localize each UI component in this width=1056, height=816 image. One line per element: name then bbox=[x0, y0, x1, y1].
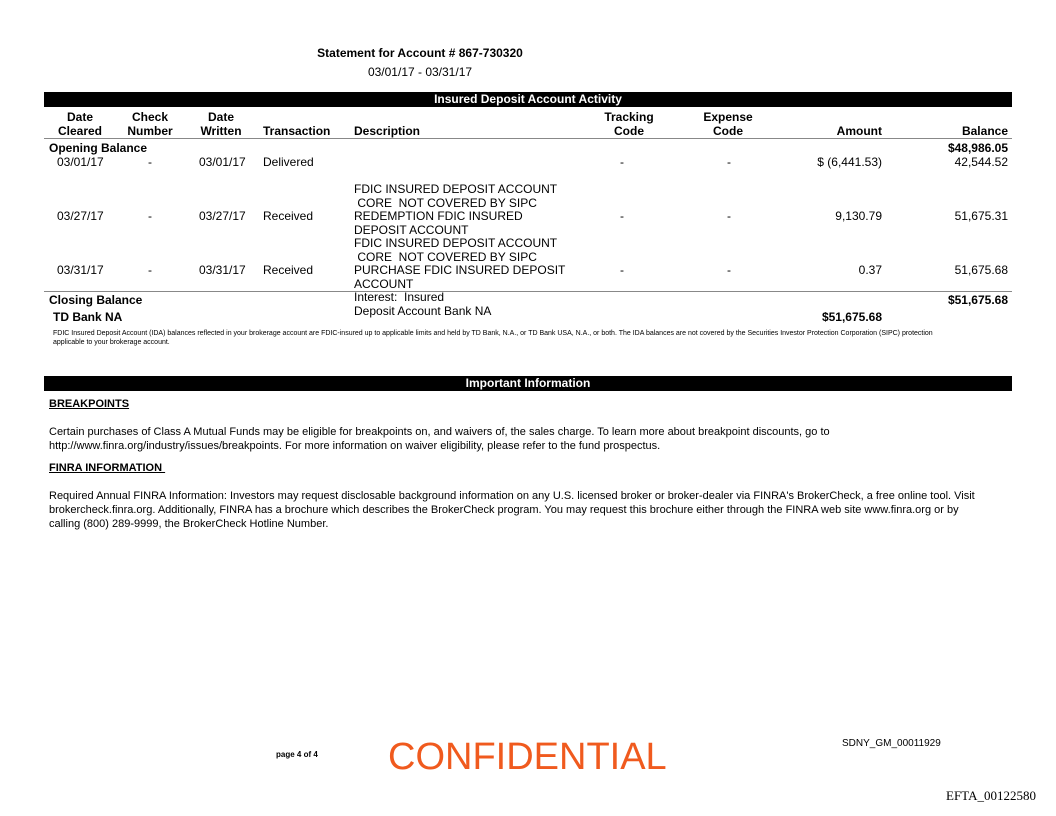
efta-id: EFTA_00122580 bbox=[946, 788, 1036, 803]
amount-cell: 0.37 bbox=[858, 263, 882, 277]
date-written-cell: 03/27/17 bbox=[199, 209, 246, 223]
statement-title: Statement for Account # 867-730320 bbox=[317, 46, 523, 60]
balance-cell: 51,675.68 bbox=[954, 263, 1008, 277]
tracking-code-cell: - bbox=[620, 263, 624, 277]
closing-balance-label: Closing Balance bbox=[49, 293, 143, 307]
finra-text: Required Annual FINRA Information: Investors may request disclosable background information on any U.S. licensed broker or broker-dealer via FINRA's BrokerCheck, a free online tool. Visit brokercheck.finra.org. Additionally, FINRA has a brochure which describes the BrokerCheck program. You may request this brochure either through the FINRA web site www.finra.org or by calling (800) 289-9999, the BrokerCheck Hotline Number. bbox=[49, 490, 975, 530]
page-number: page 4 of 4 bbox=[276, 750, 318, 759]
description-cell: Interest: Insured Deposit Account Bank NA bbox=[354, 290, 492, 318]
finra-heading: FINRA INFORMATION bbox=[49, 462, 166, 474]
header-transaction: Transaction bbox=[263, 124, 331, 138]
balance-cell: 51,675.31 bbox=[954, 209, 1008, 223]
check-number-cell: - bbox=[148, 155, 152, 169]
transaction-cell: Received bbox=[263, 263, 314, 277]
header-date-cleared: Date Cleared bbox=[57, 110, 103, 138]
breakpoints-text: Certain purchases of Class A Mutual Funds may be eligible for breakpoints on, and waivers of, the sales charge. To learn more about breakpoint discounts, go to http://www.finra.org/industry/issues/breakpoints. For more information on waiver eligibility, please refer to the fund prospectus. bbox=[49, 426, 830, 452]
transaction-cell: Received bbox=[263, 209, 314, 223]
amount-cell: $ (6,441.53) bbox=[817, 155, 882, 169]
opening-balance-label: Opening Balance bbox=[49, 141, 148, 155]
tracking-code-cell: - bbox=[620, 209, 624, 223]
description-cell: FDIC INSURED DEPOSIT ACCOUNT CORE NOT COVERED BY SIPC REDEMPTION FDIC INSURED DEPOSIT ACCOUNT bbox=[354, 182, 558, 237]
bank-name: TD Bank NA bbox=[53, 310, 123, 324]
header-description: Description bbox=[354, 124, 421, 138]
opening-balance-value: $48,986.05 bbox=[947, 141, 1008, 155]
expense-code-cell: - bbox=[727, 263, 731, 277]
statement-period: 03/01/17 - 03/31/17 bbox=[367, 65, 473, 79]
date-cleared-cell: 03/01/17 bbox=[57, 155, 104, 169]
important-section-bar: Important Information bbox=[44, 376, 1012, 391]
check-number-cell: - bbox=[148, 209, 152, 223]
expense-code-cell: - bbox=[727, 155, 731, 169]
ida-footnote: FDIC Insured Deposit Account (IDA) balances reflected in your brokerage account are FDIC-insured up to applicable limits and held by TD Bank, N.A., or TD Bank USA, N.A., or both. The IDA balances are not covered by the Securities Investor Protection Corporation (SIPC) protection applicable to your brokerage account. bbox=[53, 330, 933, 346]
amount-cell: 9,130.79 bbox=[835, 209, 882, 223]
header-date-written: Date Written bbox=[200, 110, 242, 138]
header-rule bbox=[44, 138, 1012, 139]
document-id: SDNY_GM_00011929 bbox=[842, 738, 941, 749]
check-number-cell: - bbox=[148, 263, 152, 277]
transaction-cell: Delivered bbox=[263, 155, 314, 169]
header-tracking-code: Tracking Code bbox=[604, 110, 654, 138]
header-check-number: Check Number bbox=[127, 110, 173, 138]
description-cell: FDIC INSURED DEPOSIT ACCOUNT CORE NOT COVERED BY SIPC PURCHASE FDIC INSURED DEPOSIT ACCOUNT bbox=[354, 236, 566, 291]
closing-rule bbox=[44, 291, 1012, 292]
header-expense-code: Expense Code bbox=[703, 110, 753, 138]
balance-cell: 42,544.52 bbox=[954, 155, 1008, 169]
bank-amount: $51,675.68 bbox=[821, 310, 882, 324]
date-cleared-cell: 03/31/17 bbox=[57, 263, 104, 277]
header-balance: Balance bbox=[961, 124, 1008, 138]
ida-section-bar: Insured Deposit Account Activity bbox=[44, 92, 1012, 107]
header-amount: Amount bbox=[836, 124, 882, 138]
date-cleared-cell: 03/27/17 bbox=[57, 209, 104, 223]
date-written-cell: 03/31/17 bbox=[199, 263, 246, 277]
breakpoints-heading: BREAKPOINTS bbox=[49, 398, 130, 410]
confidential-stamp: CONFIDENTIAL bbox=[388, 736, 667, 778]
expense-code-cell: - bbox=[727, 209, 731, 223]
tracking-code-cell: - bbox=[620, 155, 624, 169]
date-written-cell: 03/01/17 bbox=[199, 155, 246, 169]
closing-balance-value: $51,675.68 bbox=[947, 293, 1008, 307]
